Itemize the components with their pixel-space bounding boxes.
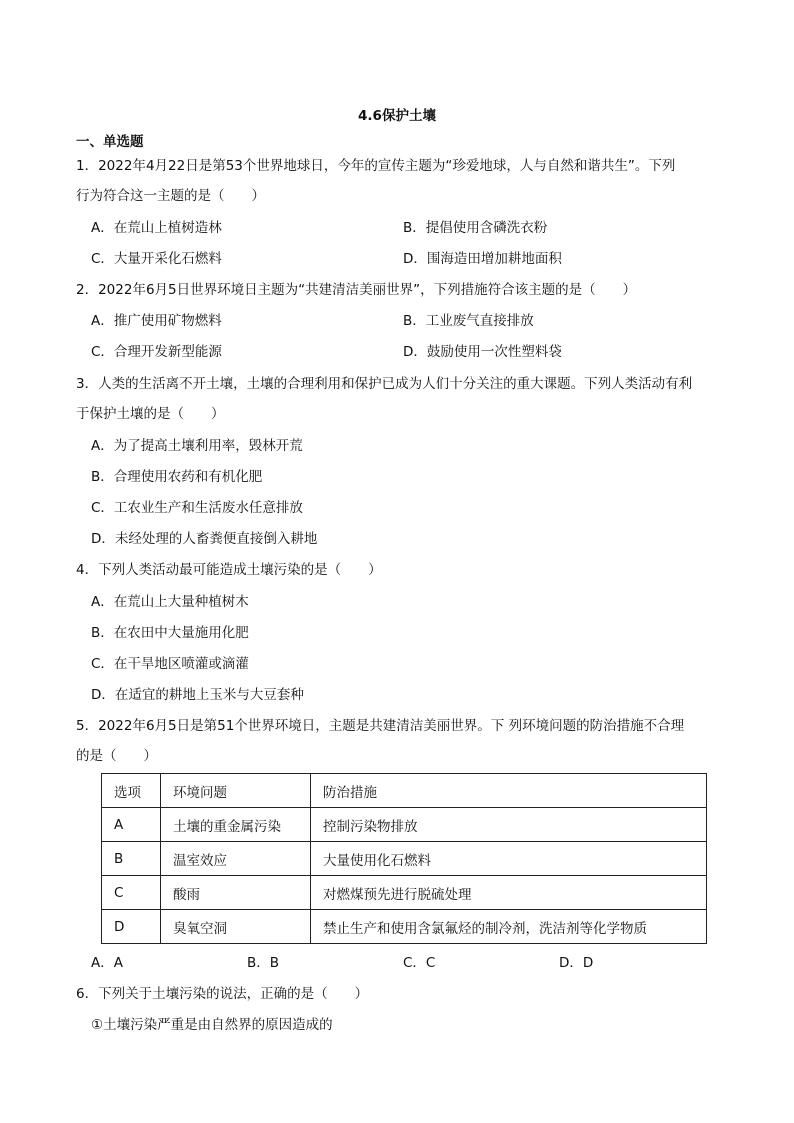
question-4-option-b: B．在农田中大量施用化肥 — [91, 625, 249, 641]
table-cell: 酸雨 — [161, 876, 311, 910]
question-5-option-c: C．C — [403, 955, 436, 971]
table-row — [102, 842, 707, 876]
question-5-option-a: A．A — [91, 955, 123, 971]
table-cell: 大量使用化石燃料 — [311, 842, 707, 876]
question-1-option-d: D．围海造田增加耕地面积 — [403, 251, 562, 267]
question-3-stem-line1: 3．人类的生活离不开土壤，土壤的合理利用和保护已成为人们十分关注的重大课题。下列人类活动有利 — [76, 376, 693, 392]
question-3-stem-line2: 于保护土壤的是（ ） — [76, 406, 225, 422]
table-cell: D — [102, 910, 161, 944]
question-3-option-b: B．合理使用农药和有机化肥 — [91, 469, 263, 485]
question-1-stem-line1: 1．2022年4月22日是第53个世界地球日，今年的宣传主题为“珍爱地球，人与自然和谐共生”。下列 — [76, 158, 676, 174]
question-4-option-c: C．在干旱地区喷灌或滴灌 — [91, 656, 249, 672]
question-2-option-a: A．推广使用矿物燃料 — [91, 313, 222, 329]
question-6-item-1: ①土壤污染严重是由自然界的原因造成的 — [91, 1017, 333, 1033]
table-row — [102, 808, 707, 842]
table-cell: A — [102, 808, 161, 842]
question-2-stem-line1: 2．2022年6月5日世界环境日主题为“共建清洁美丽世界”，下列措施符合该主题的是（ ） — [76, 282, 637, 298]
question-2-option-c: C．合理开发新型能源 — [91, 344, 222, 360]
table-cell: 对燃煤预先进行脱硫处理 — [311, 876, 707, 910]
table-cell: 控制污染物排放 — [311, 808, 707, 842]
question-4-stem-line1: 4．下列人类活动最可能造成土壤污染的是（ ） — [76, 562, 382, 578]
table-header-cell: 防治措施 — [311, 774, 707, 808]
section-heading: 一、单选题 — [76, 134, 144, 150]
question-3-option-a: A．为了提高土壤利用率，毁林开荒 — [91, 438, 303, 454]
question-2-option-d: D．鼓励使用一次性塑料袋 — [403, 344, 562, 360]
question-1-stem-line2: 行为符合这一主题的是（ ） — [76, 188, 265, 204]
question-3-option-d: D．未经处理的人畜粪便直接倒入耕地 — [91, 531, 318, 547]
question-5-stem-line2: 的是（ ） — [76, 748, 157, 764]
question-5-stem-line1: 5．2022年6月5日是第51个世界环境日，主题是共建清洁美丽世界。下 列环境问题的防治措施不合理 — [76, 718, 685, 734]
question-3-option-c: C．工农业生产和生活废水任意排放 — [91, 500, 303, 516]
question-5-option-d: D．D — [559, 955, 594, 971]
table-row — [102, 910, 707, 944]
question-5-option-b: B．B — [247, 955, 280, 971]
table-cell: B — [102, 842, 161, 876]
question-1-option-a: A．在荒山上植树造林 — [91, 220, 222, 236]
question-1-option-b: B．提倡使用含磷洗衣粉 — [403, 220, 548, 236]
question-1-option-c: C．大量开采化石燃料 — [91, 251, 222, 267]
table-header-row — [102, 774, 707, 808]
question-5-table — [101, 773, 707, 944]
table-cell: 臭氧空洞 — [161, 910, 311, 944]
table-cell: C — [102, 876, 161, 910]
table-header-cell: 环境问题 — [161, 774, 311, 808]
table-cell: 温室效应 — [161, 842, 311, 876]
table-header-cell: 选项 — [102, 774, 161, 808]
question-4-option-d: D．在适宜的耕地上玉米与大豆套种 — [91, 687, 304, 703]
table-cell: 禁止生产和使用含氯氟烃的制冷剂，洗洁剂等化学物质 — [311, 910, 707, 944]
question-4-option-a: A．在荒山上大量种植树木 — [91, 594, 249, 610]
table-row — [102, 876, 707, 910]
question-2-option-b: B．工业废气直接排放 — [403, 313, 534, 329]
question-6-stem-line1: 6．下列关于土壤污染的说法，正确的是（ ） — [76, 986, 369, 1002]
page-title: 4.6保护土壤 — [358, 108, 436, 124]
table-cell: 土壤的重金属污染 — [161, 808, 311, 842]
